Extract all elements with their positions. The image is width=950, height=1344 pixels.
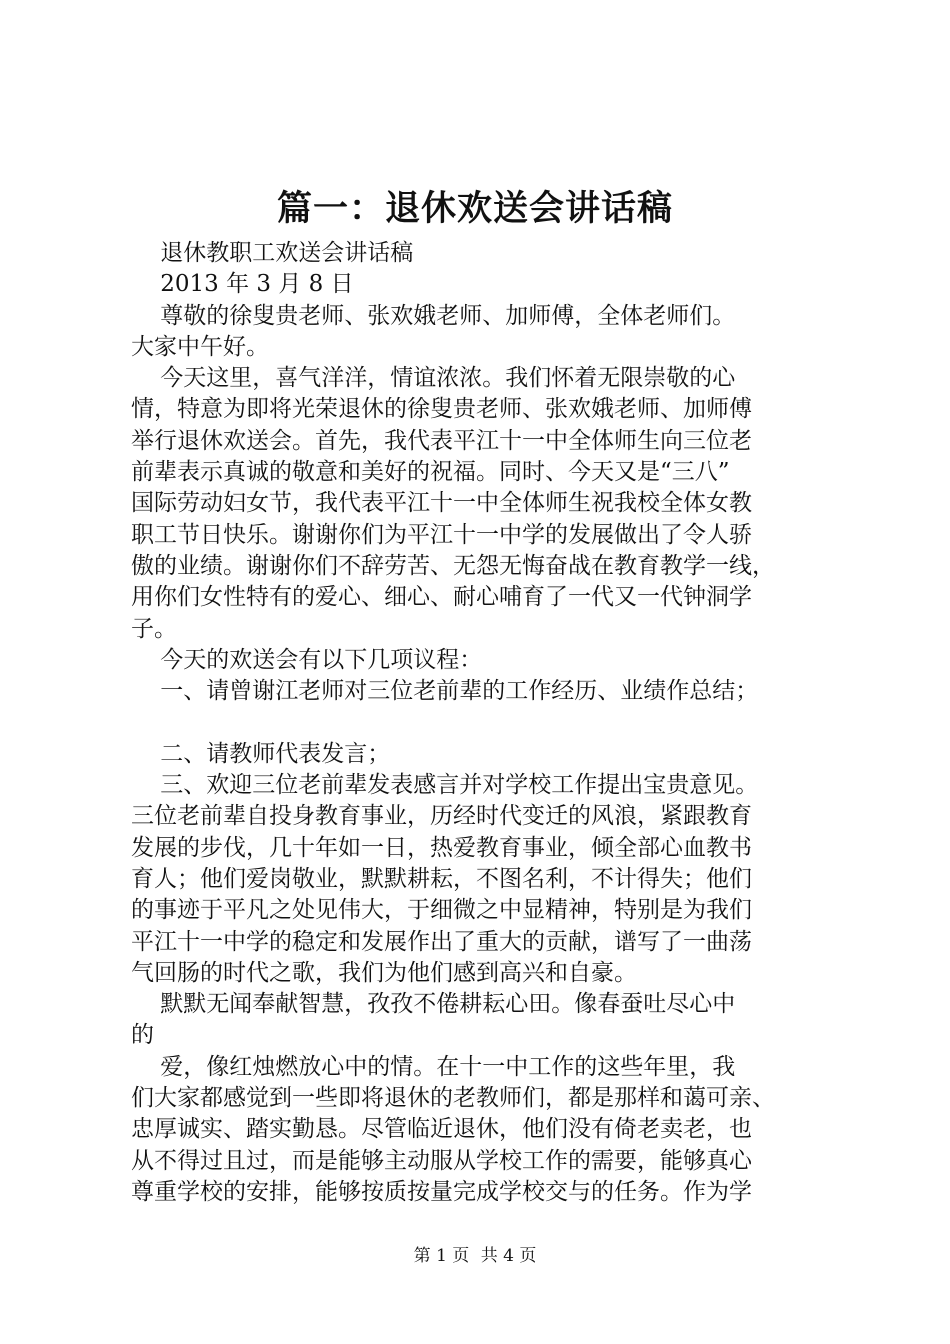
text-line: 用你们女性特有的爱心、细心、耐心哺育了一代又一代钟洞学 xyxy=(131,584,752,611)
text-line: 二、请教师代表发言； xyxy=(131,740,391,767)
text-line: 从不得过且过，而是能够主动服从学校工作的需要，能够真心 xyxy=(131,1147,752,1174)
text-line: 退休教职工欢送会讲话稿 xyxy=(131,240,414,266)
text-line: 国际劳动妇女节，我代表平江十一中全体师生祝我校全体女教 xyxy=(131,490,752,517)
document-title: 篇一：退休欢送会讲话稿 xyxy=(276,188,673,229)
text-line: 2013 年 3 月 8 日 xyxy=(131,271,354,298)
page-number: 第 1 页 xyxy=(413,1246,470,1266)
text-line: 忠厚诚实、踏实勤恳。尽管临近退休，他们没有倚老卖老，也 xyxy=(131,1116,752,1143)
text-line: 傲的业绩。谢谢你们不辞劳苦、无怨无悔奋战在教育教学一线， xyxy=(131,552,775,579)
text-line: 气回肠的时代之歌，我们为他们感到高兴和自豪。 xyxy=(131,959,637,986)
text-line: 的 xyxy=(131,1022,154,1049)
text-line: 举行退休欢送会。首先，我代表平江十一中全体师生向三位老 xyxy=(131,427,752,454)
text-line: 前辈表示真诚的敬意和美好的祝福。同时、今天又是“三八” xyxy=(131,459,730,486)
text-line: 职工节日快乐。谢谢你们为平江十一中学的发展做出了令人骄 xyxy=(131,521,752,548)
text-line: 默默无闻奉献智慧，孜孜不倦耕耘心田。像春蚕吐尽心中 xyxy=(131,991,736,1018)
text-line: 平江十一中学的稳定和发展作出了重大的贡献，谱写了一曲荡 xyxy=(131,928,752,955)
page-total: 共 4 页 xyxy=(480,1246,537,1266)
text-line: 大家中午好。 xyxy=(131,333,269,360)
text-line: 今天这里，喜气洋洋，情谊浓浓。我们怀着无限崇敬的心 xyxy=(131,365,736,392)
text-line: 的事迹于平凡之处见伟大，于细微之中显精神，特别是为我们 xyxy=(131,897,752,924)
blank-line xyxy=(131,707,831,738)
text-line: 育人；他们爱岗敬业，默默耕耘，不图名利，不计得失；他们 xyxy=(131,865,752,892)
text-line: 三位老前辈自投身教育事业，历经时代变迁的风浪，紧跟教育 xyxy=(131,803,752,830)
text-line: 尊重学校的安排，能够按质按量完成学校交与的任务。作为学 xyxy=(131,1178,752,1205)
text-line: 今天的欢送会有以下几项议程： xyxy=(131,646,483,673)
text-line: 一、请曾谢江老师对三位老前辈的工作经历、业绩作总结； xyxy=(131,678,759,705)
text-line: 发展的步伐，几十年如一日，热爱教育事业，倾全部心血教书 xyxy=(131,834,752,861)
text-line: 爱，像红烛燃放心中的情。在十一中工作的这些年里，我 xyxy=(131,1053,736,1080)
document-body xyxy=(131,238,831,1208)
text-line: 三、欢迎三位老前辈发表感言并对学校工作提出宝贵意见。 xyxy=(131,772,759,799)
text-line: 子。 xyxy=(131,615,177,642)
text-line: 情，特意为即将光荣退休的徐叟贵老师、张欢娥老师、加师傅 xyxy=(131,396,752,423)
text-line: 们大家都感觉到一些即将退休的老教师们，都是那样和蔼可亲、 xyxy=(131,1085,775,1112)
text-line: 尊敬的徐叟贵老师、张欢娥老师、加师傅，全体老师们。 xyxy=(131,302,736,329)
page-footer xyxy=(0,1244,950,1268)
